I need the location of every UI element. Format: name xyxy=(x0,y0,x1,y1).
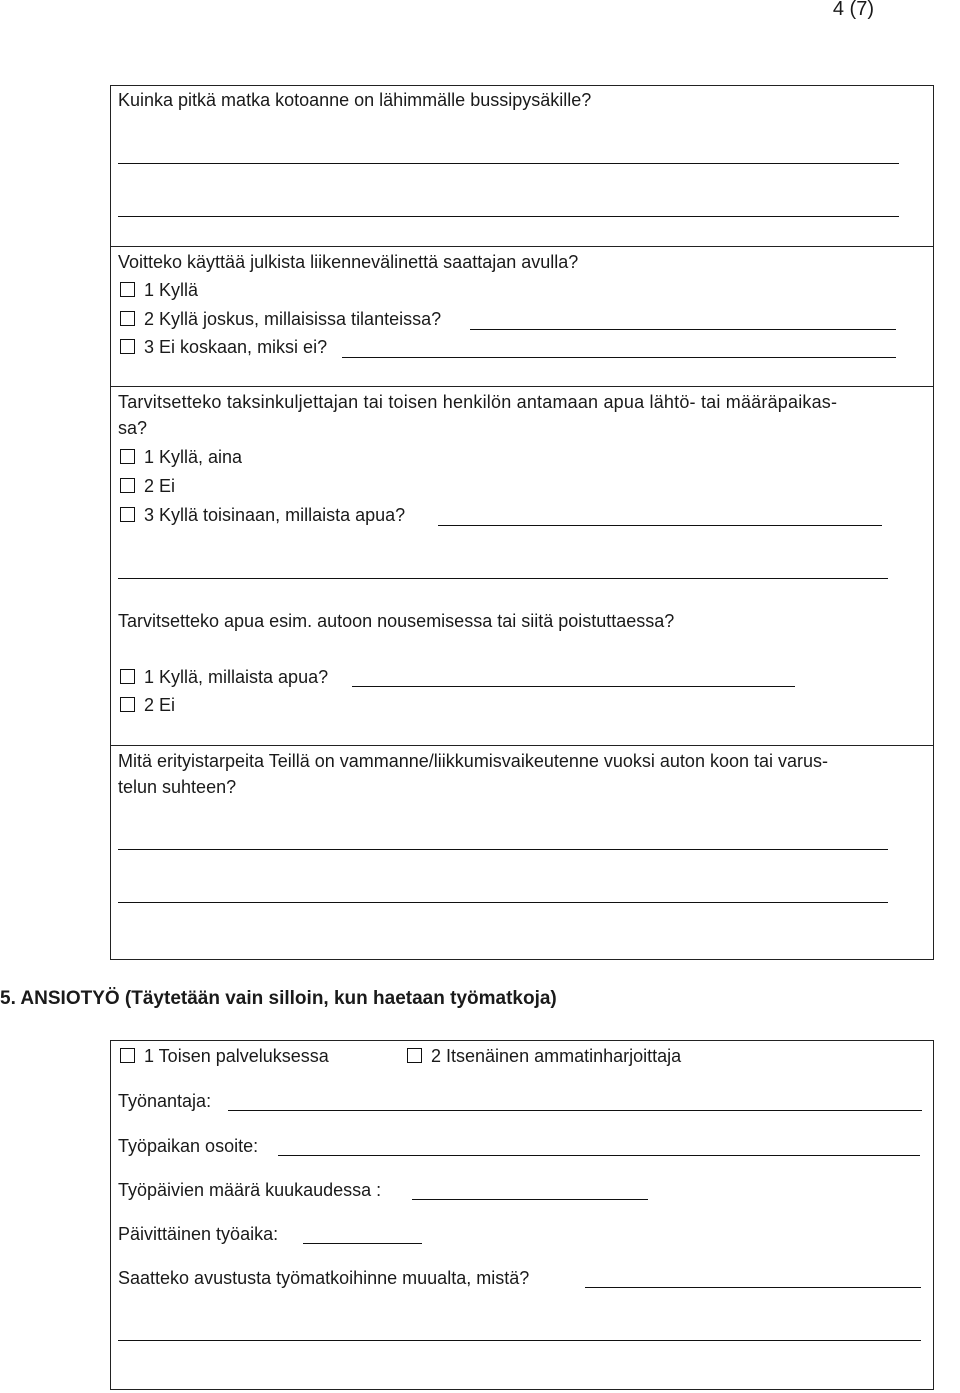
bus-stop-answer-line-1[interactable] xyxy=(118,163,899,164)
checkbox[interactable] xyxy=(120,507,135,522)
option-label: 1 Toisen palveluksessa xyxy=(144,1046,329,1066)
never-answer-line[interactable] xyxy=(342,357,896,358)
workdays-label: Työpäivien määrä kuukaudessa : xyxy=(118,1180,382,1200)
special-needs-question-line2: telun suhteen? xyxy=(118,777,237,797)
daily-hours-label: Päivittäinen työaika: xyxy=(118,1224,279,1244)
option-label: 2 Ei xyxy=(144,476,176,496)
driver-help-answer-line-1[interactable] xyxy=(438,525,882,526)
employer-label: Työnantaja: xyxy=(118,1091,212,1111)
car-help-option-no[interactable] xyxy=(120,694,175,716)
option-label: 3 Kyllä toisinaan, millaista apua? xyxy=(144,505,406,525)
driver-help-question-line1: Tarvitsetteko taksinkuljettajan tai toisen henkilön antamaan apua lähtö- tai määräpaikas- xyxy=(118,392,838,412)
special-needs-answer-line-2[interactable] xyxy=(118,902,888,903)
checkbox[interactable] xyxy=(407,1048,422,1063)
workplace-address-input-line[interactable] xyxy=(278,1155,920,1156)
checkbox[interactable] xyxy=(120,669,135,684)
employment-box xyxy=(110,1040,934,1390)
section-divider xyxy=(110,246,934,247)
public-transport-option-sometimes[interactable] xyxy=(120,308,441,330)
option-label: 1 Kyllä xyxy=(144,280,199,300)
option-label: 2 Ei xyxy=(144,695,176,715)
public-transport-question: Voitteko käyttää julkista liikennevälinettä saattajan avulla? xyxy=(118,252,579,272)
daily-hours-input-line[interactable] xyxy=(303,1243,422,1244)
checkbox[interactable] xyxy=(120,478,135,493)
bus-stop-question: Kuinka pitkä matka kotoanne on lähimmälle bussipysäkille? xyxy=(118,90,592,110)
employer-input-line[interactable] xyxy=(228,1110,922,1111)
checkbox[interactable] xyxy=(120,339,135,354)
workplace-address-label: Työpaikan osoite: xyxy=(118,1136,259,1156)
car-help-answer-line[interactable] xyxy=(352,686,795,687)
driver-help-option-no[interactable] xyxy=(120,475,175,497)
employment-option-self-employed[interactable] xyxy=(407,1045,681,1067)
option-label: 2 Itsenäinen ammatinharjoittaja xyxy=(431,1046,682,1066)
checkbox[interactable] xyxy=(120,282,135,297)
checkbox[interactable] xyxy=(120,697,135,712)
driver-help-option-always[interactable] xyxy=(120,446,242,468)
section5-heading: 5. ANSIOTYÖ (Täytetään vain silloin, kun haetaan työmatkoja) xyxy=(0,988,557,1009)
section-divider xyxy=(110,745,934,746)
support-answer-line-2[interactable] xyxy=(118,1340,921,1341)
option-label: 3 Ei koskaan, miksi ei? xyxy=(144,337,328,357)
workdays-input-line[interactable] xyxy=(412,1199,648,1200)
special-needs-answer-line-1[interactable] xyxy=(118,849,888,850)
section-divider xyxy=(110,386,934,387)
driver-help-answer-line-2[interactable] xyxy=(118,578,888,579)
checkbox[interactable] xyxy=(120,311,135,326)
driver-help-question-line2: sa? xyxy=(118,418,148,438)
driver-help-option-sometimes[interactable] xyxy=(120,504,405,526)
page-number: 4 (7) xyxy=(832,0,874,20)
support-answer-line-1[interactable] xyxy=(585,1287,921,1288)
car-help-question: Tarvitsetteko apua esim. autoon nousemisessa tai siitä poistuttaessa? xyxy=(118,611,675,631)
option-label: 2 Kyllä joskus, millaisissa tilanteissa? xyxy=(144,309,442,329)
checkbox[interactable] xyxy=(120,449,135,464)
car-help-option-yes[interactable] xyxy=(120,666,328,688)
public-transport-option-yes[interactable] xyxy=(120,279,198,301)
employment-option-employed[interactable] xyxy=(120,1045,329,1067)
special-needs-question-line1: Mitä erityistarpeita Teillä on vammanne/liikkumisvaikeutenne vuoksi auton koon tai varus- xyxy=(118,751,829,771)
option-label: 1 Kyllä, aina xyxy=(144,447,243,467)
sometimes-answer-line[interactable] xyxy=(470,329,896,330)
support-question-label: Saatteko avustusta työmatkoihinne muualta, mistä? xyxy=(118,1268,530,1288)
public-transport-option-never[interactable] xyxy=(120,336,327,358)
checkbox[interactable] xyxy=(120,1048,135,1063)
bus-stop-answer-line-2[interactable] xyxy=(118,216,899,217)
option-label: 1 Kyllä, millaista apua? xyxy=(144,667,329,687)
